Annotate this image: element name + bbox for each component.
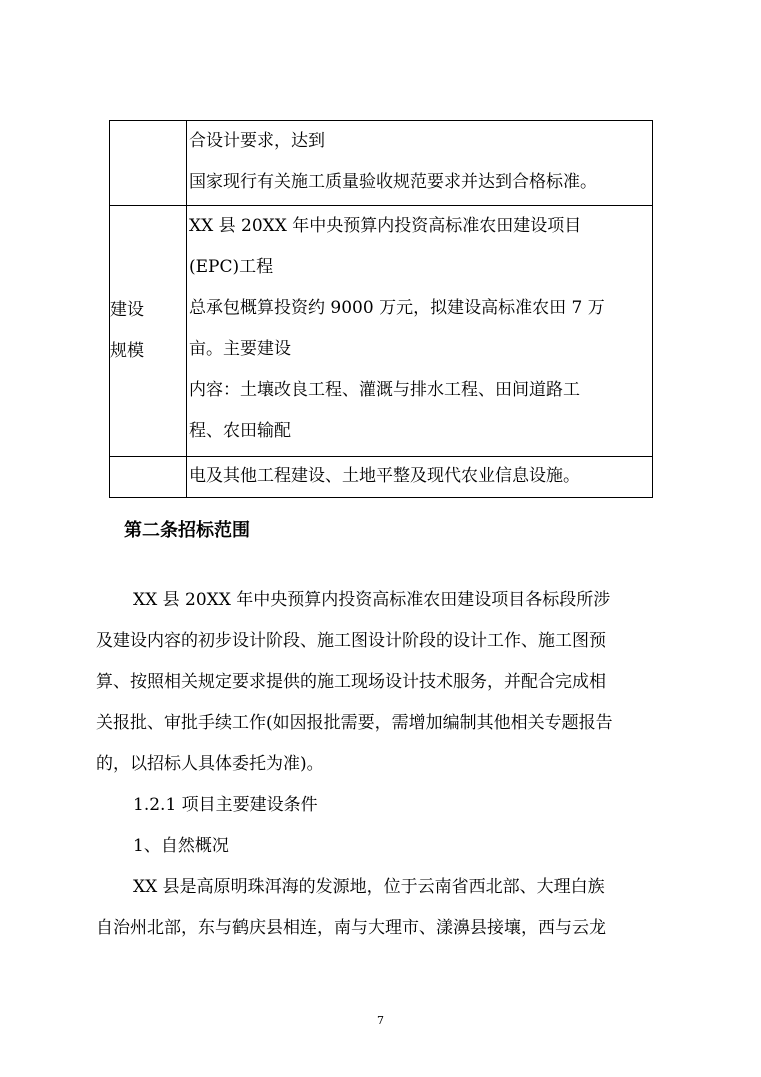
label-line: 规模: [110, 341, 144, 361]
table-text-line: 电及其他工程建设、土地平整及现代农业信息设施。: [189, 466, 580, 486]
table-text-line: 亩。主要建设: [189, 339, 291, 359]
paragraph-line: XX 县是高原明珠洱海的发源地，位于云南省西北部、大理白族: [133, 877, 605, 897]
table-text-line: 总承包概算投资约 9000 万元，拟建设高标准农田 7 万: [189, 298, 605, 318]
table-label-cell: [110, 457, 187, 498]
table-text-line: XX 县 20XX 年中央预算内投资高标准农田建设项目: [189, 216, 582, 236]
table-content-cell: [187, 121, 653, 206]
table-text-line: (EPC)工程: [189, 257, 274, 277]
subsection-title: 1、自然概况: [133, 836, 229, 856]
table-content-cell: [187, 206, 653, 457]
subsection-title: 1.2.1 项目主要建设条件: [133, 795, 318, 815]
label-line: 建设: [110, 300, 144, 320]
paragraph-line: 算、按照相关规定要求提供的施工现场设计技术服务，并配合完成相: [96, 672, 606, 692]
paragraph-line: 关报批、审批手续工作(如因报批需要，需增加编制其他相关专题报告: [96, 713, 613, 733]
table-text-line: 内容：土壤改良工程、灌溉与排水工程、田间道路工: [189, 380, 580, 400]
table-label-cell: [110, 206, 187, 457]
table-content-cell: [187, 457, 653, 498]
section-heading: 第二条招标范围: [124, 520, 250, 541]
table-row: [110, 457, 653, 498]
table-label-cell: [110, 121, 187, 206]
construction-scale-label: [110, 290, 186, 372]
paragraph-line: 及建设内容的初步设计阶段、施工图设计阶段的设计工作、施工图预: [96, 631, 606, 651]
paragraph-line: 的，以招标人具体委托为准)。: [96, 754, 324, 774]
table-row: [110, 121, 653, 206]
table-text-line: 程、农田输配: [189, 421, 291, 441]
table-text-line: 国家现行有关施工质量验收规范要求并达到合格标准。: [189, 172, 597, 192]
table-row: [110, 206, 653, 457]
table-text-line: 合设计要求，达到: [189, 131, 325, 151]
tender-scope-paragraph: [96, 580, 666, 949]
project-info-table: [109, 120, 653, 498]
paragraph-line: XX 县 20XX 年中央预算内投资高标准农田建设项目各标段所涉: [133, 590, 611, 610]
paragraph-line: 自治州北部，东与鹤庆县相连，南与大理市、漾濞县接壤，西与云龙: [96, 918, 606, 938]
page-number: 7: [377, 1014, 384, 1027]
